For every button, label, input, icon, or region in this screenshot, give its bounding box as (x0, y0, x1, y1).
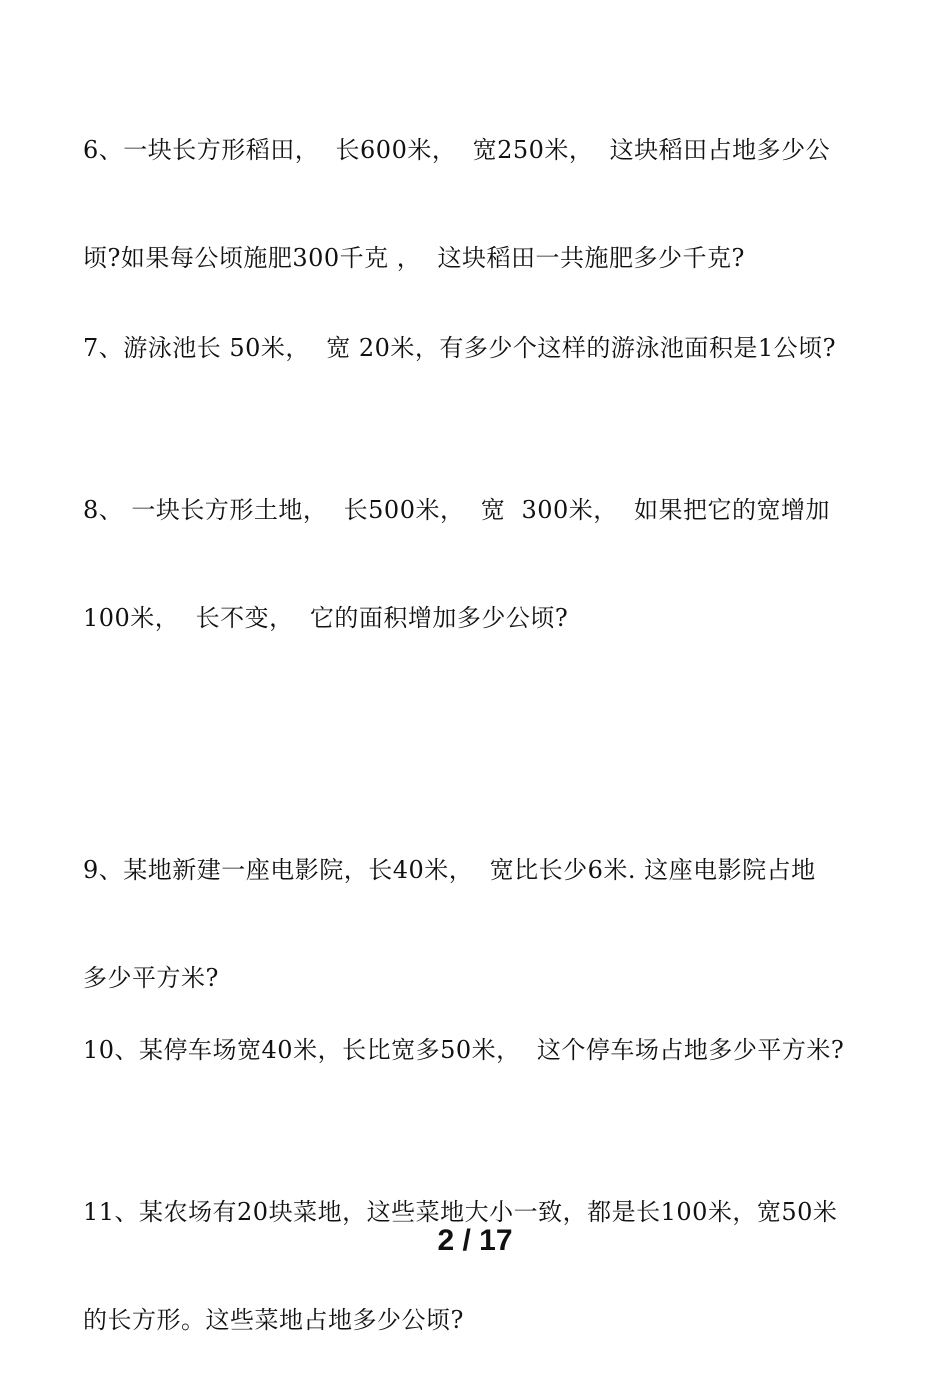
problem-9-line-1: 9、某地新建一座电影院，长40米， 宽比长少6米. 这座电影院占地 (83, 856, 816, 884)
problem-8 (83, 420, 863, 672)
problem-7 (83, 258, 863, 402)
problem-8-line-1: 8、 一块长方形土地， 长500米， 宽 300米， 如果把它的宽增加 (83, 496, 831, 524)
problem-10 (83, 960, 863, 1104)
problem-11-line-2: 的长方形。这些菜地占地多少公顷? (83, 1306, 464, 1334)
problem-6-line-1: 6、一块长方形稻田， 长600米， 宽250米， 这块稻田占地多少公 (83, 136, 831, 164)
page-indicator: 2 / 17 (437, 1224, 513, 1257)
problem-11-line-1: 11、某农场有20块菜地，这些菜地大小一致，都是长100米，宽50米 (83, 1198, 838, 1226)
problem-8-line-2: 100米， 长不变， 它的面积增加多少公顷? (83, 604, 569, 632)
problem-6-line-2: 顷?如果每公顷施肥300千克 ， 这块稻田一共施肥多少千克? (83, 244, 745, 272)
problem-10-line-1: 10、某停车场宽40米，长比宽多50米， 这个停车场占地多少平方米? (83, 1036, 845, 1064)
problem-7-line-1: 7、游泳池长 50米， 宽 20米，有多少个这样的游泳池面积是1公顷? (83, 334, 836, 362)
problem-9-line-2: 多少平方米? (83, 964, 219, 992)
